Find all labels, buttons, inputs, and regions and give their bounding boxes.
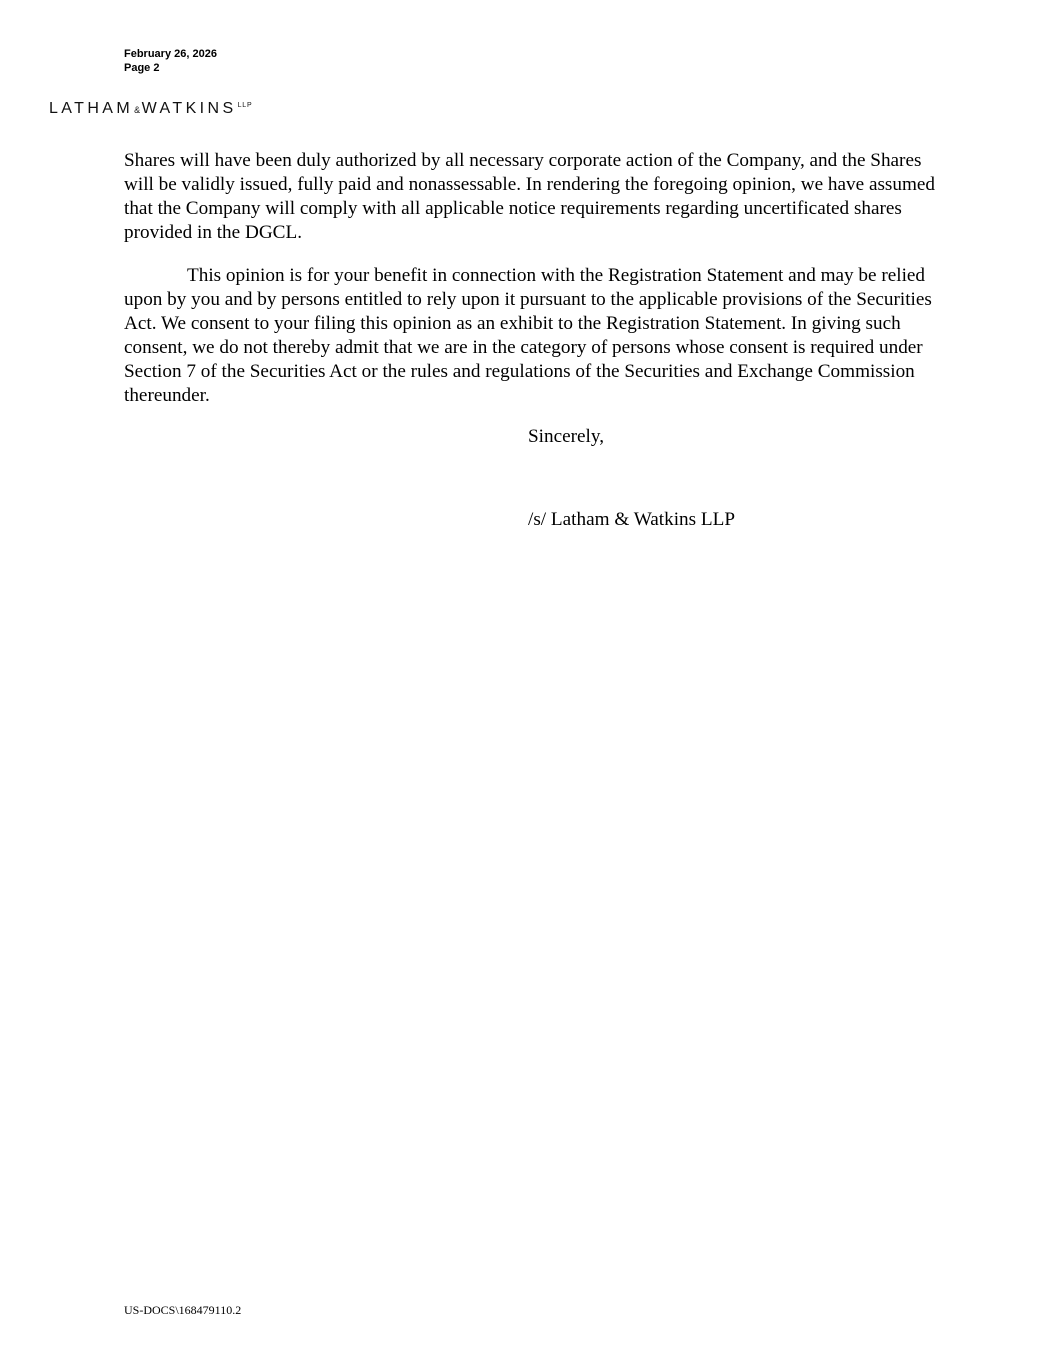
header-date: February 26, 2026	[124, 48, 217, 60]
page-header	[124, 47, 217, 75]
logo-part-latham: LATHAM	[49, 100, 134, 117]
document-id-footer: US-DOCS\168479110.2	[124, 1303, 242, 1317]
signature-line: /s/ Latham & Watkins LLP	[528, 509, 736, 530]
logo-suffix-llp: LLP	[237, 102, 253, 109]
logo-part-watkins: WATKINS	[141, 100, 237, 117]
body-paragraph-2: This opinion is for your benefit in connection with the Registration Statement and may be relied upon by you and by persons entitled to rely upon it pursuant to the applicable provisions of the Securities Act. We consent to your filing this opinion as an exhibit to the Registration Statement. In giving such consent, we do not thereby admit that we are in the category of persons whose consent is required under Section 7 of the Securities Act or the rules and regulations of the Securities and Exchange Commission thereunder.	[124, 265, 932, 406]
logo-ampersand: &	[134, 105, 141, 115]
body-paragraph-1: Shares will have been duly authorized by all necessary corporate action of the Company, and the Shares will be validly issued, fully paid and nonassessable. In rendering the foregoing opinion, we have assumed that the Company will comply with all applicable notice requirements regarding uncertificated shares provided in the DGCL.	[124, 150, 936, 243]
firm-logo	[49, 100, 252, 118]
header-page-number: Page 2	[124, 62, 160, 74]
closing-salutation: Sincerely,	[528, 426, 605, 447]
